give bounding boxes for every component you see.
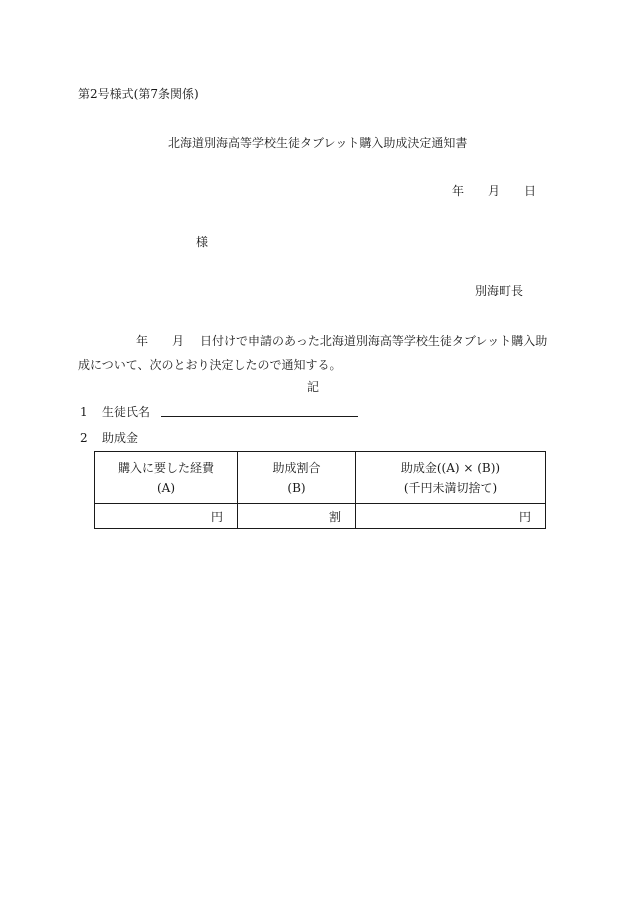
header-cost-label: 購入に要した経費 [117, 460, 214, 475]
header-amount-cell [356, 452, 546, 504]
header-rate-cell [238, 452, 356, 504]
addressee-suffix: 様 [196, 235, 209, 249]
item-student-name [80, 403, 150, 420]
body-line-2: 成について、次のとおり決定したので通知する。 [78, 358, 342, 372]
document-title: 北海道別海高等学校生徒タブレット購入助成決定通知書 [168, 136, 468, 150]
ki-heading: 記 [307, 380, 320, 394]
body-line-1 [78, 329, 548, 353]
header-cost-cell [95, 452, 238, 504]
subsidy-table [94, 451, 546, 529]
date-year-label: 年 [452, 184, 465, 198]
header-cost-sub: (A) [156, 480, 176, 495]
student-name-field[interactable] [161, 416, 358, 417]
body-year-label: 年 [136, 334, 149, 348]
rate-value-cell[interactable]: 割 [238, 504, 356, 529]
table-row [95, 504, 546, 529]
item-label: 生徒氏名 [102, 405, 151, 419]
header-rate-label: 助成割合 [272, 460, 321, 475]
header-amount-sub: (千円未満切捨て) [403, 480, 498, 495]
amount-value-cell[interactable]: 円 [356, 504, 546, 529]
issuer-name: 別海町長 [475, 284, 524, 298]
table-header-row [95, 452, 546, 504]
body-month-label: 月 [172, 334, 185, 348]
item-number: 2 [80, 431, 88, 445]
date-day-label: 日 [524, 184, 537, 198]
body-line-1-text: 日付けで申請のあった北海道別海高等学校生徒タブレット購入助 [200, 334, 548, 348]
form-number: 第2号様式(第7条関係) [78, 87, 199, 101]
item-number: 1 [80, 405, 88, 419]
header-amount-label: 助成金((A) × (B)) [400, 460, 501, 475]
header-rate-sub: (B) [287, 480, 306, 495]
date-month-label: 月 [488, 184, 501, 198]
cost-value-cell[interactable]: 円 [95, 504, 238, 529]
item-label: 助成金 [102, 431, 139, 445]
date-line [452, 182, 536, 199]
item-subsidy [80, 429, 138, 446]
body-text [78, 329, 548, 377]
